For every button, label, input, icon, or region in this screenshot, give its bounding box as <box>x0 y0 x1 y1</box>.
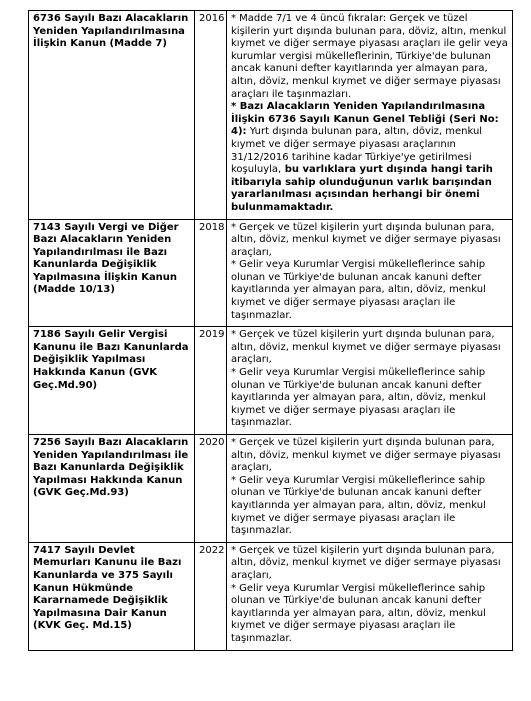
law-name-cell: 7417 Sayılı Devlet Memurları Kanunu ile Bazı Kanunlarda ve 375 Sayılı Kanun Hükmünde Kararnamede Değişiklik Yapılmasına Dair Kanun (KVK Geç. Md.15) <box>29 542 195 650</box>
communique-emphasis: bu varlıklara yurt dışında hangi tarih itibarıyla sahip olunduğunun varlık barışından yararlanılması açısından herhangi bir önemi bulunmamaktadır. <box>231 164 493 213</box>
scope-cell <box>227 435 513 543</box>
scope-cell <box>227 219 513 327</box>
year-cell: 2020 <box>195 435 227 543</box>
table-row <box>29 327 513 435</box>
scope-paragraph: * Gerçek ve tüzel kişilerin yurt dışında bulunan para, altın, döviz, menkul kıymet ve diğer sermaye piyasası araçları, <box>231 221 501 258</box>
scope-paragraph: * Gelir veya Kurumlar Vergisi mükelleflerince sahip olunan ve Türkiye'de bulunan ancak kanuni defter kayıtlarında yer almayan para, altın, döviz, menkul kıymet ve diğer sermaye piyasası araçları ile taşınmazlar. <box>231 367 486 429</box>
asset-peace-law-table <box>28 10 513 651</box>
year-cell: 2022 <box>195 542 227 650</box>
scope-cell <box>227 327 513 435</box>
table-row <box>29 542 513 650</box>
scope-paragraph: * Gerçek ve tüzel kişilerin yurt dışında bulunan para, altın, döviz, menkul kıymet ve diğer sermaye piyasası araçları, <box>231 329 501 366</box>
table-row <box>29 11 513 220</box>
law-name-cell: 6736 Sayılı Bazı Alacakların Yeniden Yapılandırılmasına İlişkin Kanun (Madde 7) <box>29 11 195 220</box>
table-row <box>29 435 513 543</box>
law-name-cell: 7186 Sayılı Gelir Vergisi Kanunu ile Bazı Kanunlarda Değişiklik Yapılması Hakkında Kanun (GVK Geç.Md.90) <box>29 327 195 435</box>
scope-paragraph: * Gerçek ve tüzel kişilerin yurt dışında bulunan para, altın, döviz, menkul kıymet ve diğer sermaye piyasası araçları, <box>231 544 501 581</box>
year-cell: 2018 <box>195 219 227 327</box>
table-row <box>29 219 513 327</box>
communique-title: * Bazı Alacakların Yeniden Yapılandırılmasına İlişkin 6736 Sayılı Kanun Genel Tebliği (Seri No: 4): <box>231 101 499 138</box>
law-name-cell: 7143 Sayılı Vergi ve Diğer Bazı Alacakların Yeniden Yapılandırılması ile Bazı Kanunlarda Değişiklik Yapılmasına İlişkin Kanun (Madde 10/13) <box>29 219 195 327</box>
scope-cell <box>227 542 513 650</box>
scope-paragraph: * Gelir veya Kurumlar Vergisi mükelleflerince sahip olunan ve Türkiye'de bulunan ancak kanuni defter kayıtlarında yer almayan para, altın, döviz, menkul kıymet ve diğer sermaye piyasası araçları ile taşınmazlar. <box>231 259 486 321</box>
communique-text: Yurt dışında bulunan para, altın, döviz, menkul kıymet ve diğer sermaye piyasası araçlarının 31/12/2016 tarihine kadar Türkiye'ye getirilmesi koşuluyla, <box>231 126 483 176</box>
year-cell: 2016 <box>195 11 227 220</box>
scope-paragraph <box>231 101 509 214</box>
scope-paragraph: * Madde 7/1 ve 4 üncü fıkralar: Gerçek ve tüzel kişilerin yurt dışında bulunan para, döviz, altın, menkul kıymet ve diğer sermaye piyasası araçları ile gelir veya kurumlar vergisi mükelleflerinin, Türkiye'de bulunan ancak kanuni defter kayıtlarında yer almayan para, altın, döviz, menkul kıymet ve diğer sermaye piyasası araçları ile taşınmazları. <box>231 13 508 100</box>
scope-paragraph: * Gelir veya Kurumlar Vergisi mükelleflerince sahip olunan ve Türkiye'de bulunan ancak kanuni defter kayıtlarında yer almayan para, altın, döviz, menkul kıymet ve diğer sermaye piyasası araçları ile taşınmazlar. <box>231 474 486 537</box>
scope-paragraph: * Gelir veya Kurumlar Vergisi mükelleflerince sahip olunan ve Türkiye'de bulunan ancak kanuni defter kayıtlarında yer almayan para, altın, döviz, menkul kıymet ve diğer sermaye piyasası araçları ile taşınmazlar. <box>231 582 486 644</box>
year-cell: 2019 <box>195 327 227 435</box>
law-name-cell: 7256 Sayılı Bazı Alacakların Yeniden Yapılandırılması ile Bazı Kanunlarda Değişiklik Yapılması Hakkında Kanun (GVK Geç.Md.93) <box>29 435 195 543</box>
scope-cell <box>227 11 513 220</box>
scope-paragraph: * Gerçek ve tüzel kişilerin yurt dışında bulunan para, altın, döviz, menkul kıymet ve diğer sermaye piyasası araçları, <box>231 437 501 474</box>
